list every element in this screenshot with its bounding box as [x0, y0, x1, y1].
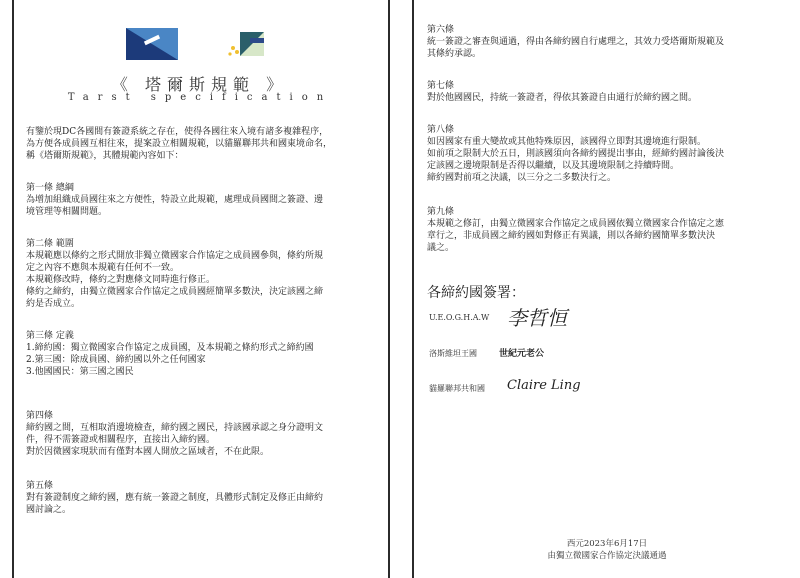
- article-line: 3.他國國民：第三國之國民: [26, 367, 134, 377]
- article-line: 本規範應以條約之形式開放非獨立微國家合作協定之成員國參與，條約所規: [26, 251, 324, 261]
- article-heading: 第九條: [427, 207, 455, 217]
- article-line: 本規範修改時，條約之對應條文同時進行修正。: [26, 275, 216, 285]
- article-3: [26, 330, 374, 378]
- article-line: 2.第三國：除成員國、締約國以外之任何國家: [26, 355, 206, 365]
- article-9: [427, 206, 772, 254]
- article-heading: 第三條 定義: [26, 331, 74, 341]
- center-divider: [388, 0, 390, 578]
- article-line: 如前項之限制大於五日，則該國須向各締約國提出事由，經締約國討論後決: [427, 149, 725, 159]
- article-line: 定該國之邊境限制是否得以繼續，以及其邊境限制之持續時間。: [427, 161, 680, 171]
- article-heading: 第八條: [427, 125, 455, 135]
- article-line: 章行之，非成員國之締約國如對修正有異議，則以各締約國簡單多數決決: [427, 231, 716, 241]
- article-line: 如因國家有重大變故或其他特殊原因，該國得立即對其邊境進行限制。: [427, 137, 707, 147]
- article-heading: 第七條: [427, 81, 455, 91]
- adoption-note: 由獨立微國家合作協定決議通過: [547, 551, 667, 561]
- right-border: [412, 0, 414, 578]
- flags: [126, 28, 286, 62]
- article-line: 其條約承認。: [427, 49, 482, 59]
- article-7: [427, 80, 772, 104]
- article-line: 對於因微國家現狀而有僅對本國人開放之區域者，不在此限。: [26, 447, 270, 457]
- document-subtitle: Tarst specification: [67, 92, 333, 103]
- article-line: 為增加組織成員國往來之方便性，特設立此規範，處理成員國間之簽證、邊: [26, 195, 324, 205]
- signatory-country: U.E.O.G.H.A.W: [429, 313, 490, 322]
- article-line: 締約國之間，互相取消邊境檢查，締約國之國民，持該國承認之身分證明文: [26, 423, 324, 433]
- signatures-heading: 各締約國簽署：: [427, 285, 525, 301]
- adoption-date: 西元2023年6月17日: [566, 539, 648, 549]
- signature: 李哲恒: [507, 306, 567, 330]
- article-6: [427, 24, 772, 60]
- intro-line: 為方便各成員國互相往來，提案設立相關規範，以貓羅聯邦共和國東境命名，: [26, 139, 333, 149]
- article-heading: 第五條: [26, 481, 54, 491]
- article-heading: 第一條 總綱: [26, 183, 74, 193]
- signatory-country: 貓羅聯邦共和國: [429, 384, 485, 393]
- article-2: [26, 238, 374, 310]
- intro-paragraph: [26, 126, 374, 162]
- article-4: [26, 410, 374, 458]
- article-line: 境管理等相關問題。: [26, 207, 108, 217]
- article-line: 條約之締約，由獨立微國家合作協定之成員國經簡單多數決，決定該國之締: [26, 287, 324, 297]
- article-line: 約是否成立。: [26, 299, 81, 309]
- article-heading: 第二條 範圍: [26, 239, 74, 249]
- article-line: 統一簽證之審查與通過，得由各締約國自行處理之，其效力受塔爾斯規範及: [427, 37, 725, 47]
- article-heading: 第六條: [427, 25, 455, 35]
- signature: 世紀元老公: [499, 349, 545, 359]
- intro-line: 有鑒於現DC各國間有簽證系統之存在，使得各國往來入境有諸多複雜程序，: [26, 127, 329, 137]
- article-line: 對有簽證制度之締約國，應有統一簽證之制度，具體形式制定及修正由締約: [26, 493, 324, 503]
- document-title: 《 塔爾斯規範 》: [111, 75, 289, 94]
- intro-line: 稱《塔爾斯規範》，其體規範內容如下：: [26, 151, 184, 161]
- article-1: [26, 182, 374, 218]
- article-line: 定之內容不應與本規範有任何不一致。: [26, 263, 180, 273]
- article-8: [427, 124, 772, 184]
- left-border: [12, 0, 14, 578]
- article-line: 締約國對前項之決議，以三分之二多數決行之。: [427, 173, 617, 183]
- article-line: 對於他國國民，持統一簽證者，得依其簽證自由通行於締約國之間。: [427, 93, 698, 103]
- article-heading: 第四條: [26, 411, 54, 421]
- signatory-country: 洛斯維坦王國: [429, 349, 477, 358]
- article-line: 1.締約國：獨立微國家合作協定之成員國，及本規範之條約形式之締約國: [26, 343, 314, 353]
- flag-icon-blue: [126, 28, 178, 60]
- article-5: [26, 480, 374, 516]
- article-line: 國討論之。: [26, 505, 72, 515]
- article-line: 本規範之修訂，由獨立微國家合作協定之成員國依獨立微國家合作協定之憲: [427, 219, 725, 229]
- article-line: 件，得不需簽證或相關程序，直接出入締約國。: [26, 435, 216, 445]
- flag-icon-teal: [226, 28, 266, 60]
- article-line: 議之。: [427, 243, 455, 253]
- signature: Claire Ling: [507, 378, 581, 393]
